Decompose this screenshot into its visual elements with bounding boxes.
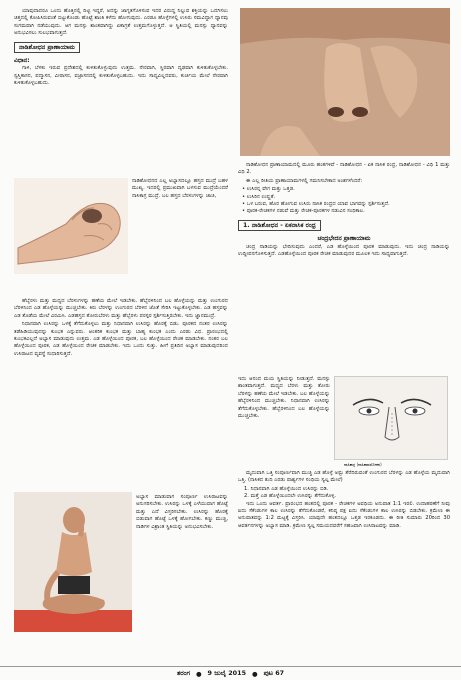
- left-intro-paragraph: ಯಾವುದಾದರೂ ಒಂದು ಹೊತ್ತಿನಲ್ಲಿ ದಿಟ್ಟಿ ಇದ್ದರೆ, ಅದನ್ನು ಜಾಗೃತಗೊಳಿಸುವ ಇದರ ವಿರುದ್ಧ ನಿಲ್ಲುವ ಶಕ್ತಿಯನ್ನು ಒದಗಿಸಲು ಚಿತ್ತದಲ್ಲಿ ಕೋಪಿಸಿರುವಂತೆ ಬಿಟ್ಟುಕೊಂಡು ಹೊಟ್ಟೆ ಶಾಂತಿ ಕಳೆದು ಹೋಗುವುದು. ಎರಡೂ ಹೊಳ್ಳೆಗಳಲ್ಲಿ ಉಸಿರು ಸಮವಿದ್ದಾಗ ಧ್ಯಾನವು ಸುಗಮವಾಗಿ ನಡೆಯುವುದು. ಆಗ ಮನಸ್ಸು ಶಾಂತವಾಗಿದ್ದು ಏಕಾಗ್ರತೆ ಉತ್ತಮಗೊಳ್ಳುತ್ತದೆ. ಆ ಸ್ಥಿತಿಯಲ್ಲಿ ಮನಸ್ಸು ಧ್ಯಾನವನ್ನು ಅನುಭವಿಸಲು ಸುಲಭವಾಗುತ್ತದೆ.: [14, 8, 228, 37]
- page-number: ಪುಟ 67: [263, 669, 285, 677]
- nose-closeup-photo: [240, 8, 450, 156]
- rules-list: [238, 186, 450, 216]
- right-intro-paragraph: ನಾಡಿಶೋಧನ ಪ್ರಾಣಾಯಾಮದಲ್ಲಿ ಮೂರು ಹಂತಗಳಿವೆ - ನಾಡಿಶೋಧನ - ಏಕ ನಾಸಿಕ ರಂಧ್ರ, ನಾಡಿಶೋಧನ - ವಿಧಿ 1 ಮತ್ತು ವಿಧಿ 2.: [238, 162, 450, 176]
- right-wrap-paragraph: ಇದು ಆನಂದ ಮಯ ಸ್ಥಿತಿಯನ್ನು ನೀಡುತ್ತದೆ. ಮನಸ್ಸು ಶಾಂತವಾಗುತ್ತದೆ. ಮಧ್ಯದ ಬೆರಳು ಮತ್ತು ತೋರು ಬೆರಳನ್ನು ಹಣೆಯ ಮೇಲೆ ಇಡಬೇಕು. ಬಲ ಹೊಳ್ಳೆಯನ್ನು ಹೆಬ್ಬೆರಳಿನಿಂದ ಮುಚ್ಚಬೇಕು. ನಿಧಾನವಾಗಿ ಉಸಿರನ್ನು ತೆಗೆದುಕೊಳ್ಳಬೇಕು. ಹೆಬ್ಬೆರಳಿನಿಂದ ಬಲ ಹೊಳ್ಳೆಯನ್ನು ಮುಚ್ಚಬೇಕು.: [238, 376, 330, 420]
- method-label: ವಿಧಾನ:: [14, 57, 30, 65]
- left-body-paragraph-2: ನಿಧಾನವಾಗಿ ಉಸಿರನ್ನು ಒಳಕ್ಕೆ ತೆಗೆದುಕೊಳ್ಳಲು ಮತ್ತು ನಿಧಾನವಾಗಿ ಉಸಿರನ್ನು ಹೊರಕ್ಕೆ ಬಿಡು. ಪೂರಕದ ನಂತರ ಉಸಿರನ್ನು ತಡೆಹಿಡಿಯುವುದನ್ನು ಕುಂಭಕ ಎನ್ನುವರು. ಆಂತರಿಕ ಕುಂಭಕ ಮತ್ತು ಬಾಹ್ಯ ಕುಂಭಕ ಎಂದು ಎರಡು ವಿಧ. ಪ್ರಾರಂಭದಲ್ಲಿ ಕುಂಭಕವಿಲ್ಲದೆ ಅಭ್ಯಾಸ ಮಾಡುವುದು ಉತ್ತಮ. ಎಡ ಹೊಳ್ಳೆಯಿಂದ ಪೂರಕ, ಬಲ ಹೊಳ್ಳೆಯಿಂದ ರೇಚಕ ಮಾಡಬೇಕು. ನಂತರ ಬಲ ಹೊಳ್ಳೆಯಿಂದ ಪೂರಕ, ಎಡ ಹೊಳ್ಳೆಯಿಂದ ರೇಚಕ ಮಾಡಬೇಕು. ಇದು ಒಂದು ಸುತ್ತು. ಹೀಗೆ ಪ್ರತಿದಿನ ಅಭ್ಯಾಸ ಮಾಡುವುದರಿಂದ ಉಸಿರಾಟದ ವ್ಯವಸ್ಥೆ ಸುಧಾರಿಸುತ್ತದೆ.: [14, 321, 228, 357]
- right-paragraph-2: ಮೃದುವಾಗಿ ಒತ್ತಿ ಸಂಪೂರ್ಣವಾಗಿ ಮುಚ್ಚಿ ಎಡ ಹೊಳ್ಳೆ ಅಷ್ಟು ತೆರೆದಿರುವಂತೆ ಉಂಗುರದ ಬೆರಳನ್ನು ಎಡ ಹೊಳ್ಳೆಯ ಮೃದುವಾಗಿ ಒತ್ತಿ. (ನಾಸಿಕದ ತುದಿ ಎರಡು ಪಾರ್ಶ್ವಗಳ ಸಂಧಿಯ ಸ್ವಲ್ಪ ಮೇಲೆ): [238, 470, 450, 484]
- illustration-caption: ನಾಸಿಕಾಗ್ರ (ನಾಸಿಕಾವಲೋಕನ): [344, 462, 382, 467]
- method-paragraph: ಗಾಳಿ, ಬೆಳಕು ಇರುವ ಪ್ರದೇಶದಲ್ಲಿ ಕುಳಿತುಕೊಳ್ಳುವುದು ಉತ್ತಮ. ನೇರವಾಗಿ, ಸ್ಥಿರವಾಗಿ ದೃಢವಾಗಿ ಕುಳಿತುಕೊಳ್ಳಬೇಕು. ಸ್ವಸ್ತಿಕಾಸನ, ಪದ್ಮಾಸನ, ವೀರಾಸನ, ವಜ್ರಾಸನದಲ್ಲಿ ಕುಳಿತುಕೊಳ್ಳಬಹುದು. ಇದು ಸಾಧ್ಯವಿಲ್ಲದವರು, ಕುರ್ಚಿಯ ಮೇಲೆ ನೇರವಾಗಿ ಕುಳಿತುಕೊಳ್ಳಬಹುದು.: [14, 65, 228, 87]
- issue-date: 9 ಜುಲೈ 2015: [207, 669, 247, 677]
- step-item: 1. ನಿಧಾನವಾಗಿ ಎಡ ಹೊಳ್ಳೆಯಿಂದ ಉಸಿರನ್ನು ಬಿಡಿ.: [244, 485, 329, 492]
- seated-pose-photo: [14, 492, 132, 632]
- hand-mudra-image: [14, 178, 128, 274]
- right-lower: [238, 470, 450, 660]
- magazine-name: ತರಂಗ: [176, 669, 190, 677]
- left-body: [14, 298, 228, 488]
- subsection-title-2: ಚಂದ್ರಭೇದನ ಪ್ರಾಣಾಯಾಮ: [317, 235, 371, 243]
- left-wrap-paragraph: ನಾಡಿಶೋಧನದ ಎಲ್ಲ ಅಭ್ಯಾಸದಲ್ಲೂ ಹಸ್ತದ ಮುದ್ರೆ ಬಹಳ ಮುಖ್ಯ. ಇದರಲ್ಲಿ ಪ್ರಮುಖವಾಗಿ ಬಳಸುವ ಮುದ್ರೆಯೆಂದರೆ ನಾಸಿಕಾಗ್ರ ಮುದ್ರೆ. ಬಲ ಹಸ್ತದ ಬೆರಳುಗಳನ್ನು ಚಾಚಿ,: [132, 178, 228, 199]
- right-column: [238, 162, 450, 259]
- right-paragraph-1: ಚಂದ್ರ ನಾಡಿಯನ್ನು ಭೇದಿಸುವುದು ಎಂದರೆ, ಎಡ ಹೊಳ್ಳೆಯಿಂದ ಪೂರಕ ಮಾಡುವುದು. ಇದು ಚಂದ್ರ ನಾಡಿಯನ್ನು ಉದ್ದೀಪನಗೊಳಿಸುತ್ತದೆ. ಎಡಹೊಳ್ಳೆಯಿಂದ ಪೂರಕ ರೇಚಕ ಮಾಡುವುದರ ಮೂಲಕ ಇದು ಸಾಧ್ಯವಾಗುತ್ತದೆ.: [238, 243, 450, 258]
- rules-intro: ಈ ಎಲ್ಲ ರೀತಿಯ ಪ್ರಾಣಾಯಾಮಗಳಲ್ಲಿ ಗಮನಿಸಬೇಕಾದ ಅಂಶಗಳೆಂದರೆ:: [246, 177, 363, 184]
- rule-item: • ಉಸಿರಿನ ಉಷ್ಣತೆ.: [242, 193, 276, 200]
- left-body-paragraph-1: ಹೆಬ್ಬೆರಳು ಮತ್ತು ಮಧ್ಯದ ಬೆರಳುಗಳನ್ನು ಹಣೆಯ ಮೇಲೆ ಇಡಬೇಕು. ಹೆಬ್ಬೆರಳಿನಿಂದ ಬಲ ಹೊಳ್ಳೆಯನ್ನು ಮತ್ತು ಉಂಗುರದ ಬೆರಳಿನಿಂದ ಎಡ ಹೊಳ್ಳೆಯನ್ನು ಮುಚ್ಚಬೇಕು. ಕಿರು ಬೆರಳನ್ನು ಉಂಗುರದ ಬೆರಳಿನ ಜೊತೆ ಸೇರಿಸಿ ಇಟ್ಟುಕೊಳ್ಳಬೇಕು. ಎಡ ಹಸ್ತವನ್ನು ಎಡ ತೊಡೆಯ ಮೇಲೆ ವಿರಮಿಸಿ. ಎಡಹಸ್ತದ ತೋರುಬೆರಳು ಮತ್ತು ಹೆಬ್ಬೆರಳು ಪರಸ್ಪರ ಸ್ಪರ್ಶಿಸುತ್ತಿರಬೇಕು. ಇದು ಜ್ಞಾನಮುದ್ರೆ.: [14, 298, 228, 319]
- footer-separator: ●: [252, 669, 258, 678]
- section-title: ನಾಡಿಶೋಧನ ಪ್ರಾಣಾಯಾಮ: [14, 42, 80, 53]
- nose-illustration: [334, 376, 448, 460]
- rule-item: • ಪೂರಕ-ರೇಚಕಗಳ ನಡುವೆ ಮತ್ತು ರೇಚಕ-ಪೂರಕಗಳ ನಡುವಿನ ಸಂಧಿಕಾಲ.: [242, 208, 365, 215]
- left-wrap-paragraph-2: ಅಭ್ಯಾಸ ಮಾಡುವಾಗ ಸಂಪೂರ್ಣ ಉಸಿರಾಟವನ್ನು ಅನುಸರಿಸಬೇಕು. ಉಸಿರನ್ನು ಒಳಕ್ಕೆ ಎಳೆಯುವಾಗ ಹೊಟ್ಟೆ ಮತ್ತು ಎದೆ ವಿಸ್ತರಿಸಬೇಕು. ಉಸಿರನ್ನು ಹೊರಕ್ಕೆ ಬಿಡುವಾಗ ಹೊಟ್ಟೆ ಒಳಕ್ಕೆ ಹೋಗಬೇಕು. ಕಣ್ಣು ಮುಚ್ಚಿ, ನಾಡಿಗಳ ವಿಶ್ರಾಂತ ಸ್ಥಿತಿಯನ್ನು ಅನುಭವಿಸಬೇಕು.: [136, 494, 228, 530]
- rule-item: • ಒಳ ಬರುವ, ಹೊರ ಹೋಗುವ ಉಸಿರು ನಾಸಿಕ ರಂಧ್ರದ ಯಾವ ಭಾಗವನ್ನು ಸ್ಪರ್ಶಿಸುತ್ತದೆ.: [242, 201, 390, 208]
- subsection-title: 1. ನಾಡಿಶೋಧನ - ಏಕನಾಸಿಕ ರಂಧ್ರ: [238, 220, 321, 231]
- right-paragraph-3: ಇದು ಒಂದು ಆವರ್ತ. ಪ್ರಾರಂಭದ ಹಂತದಲ್ಲಿ ಪೂರಕ - ರೇಚಕಗಳ ಅವಧಿಯ ಅನುಪಾತ 1:1 ಇರಲಿ. ಉದಾಹರಣೆಗೆ ನೀವು ಐದು ಸೆಕೆಂಡುಗಳ ಕಾಲ ಉಸಿರನ್ನು ತೆಗೆದುಕೊಂಡರೆ, ಕನಿಷ್ಠ ಪಕ್ಷ ಐದು ಸೆಕೆಂಡುಗಳ ಕಾಲ ಉಸಿರನ್ನು ಬಿಡಬೇಕು. ಕ್ರಮೇಣ ಈ ಅನುಪಾತವನ್ನು 1:2 ಮಟ್ಟಕ್ಕೆ ವಿಸ್ತರಿಸಿ. ಯಾವುದೇ ಹಂತದಲ್ಲೂ ಒತ್ತಡ ಇರಕೂಡದು. ಈ ರೀತಿ ಸುಮಾರು 20ರಿಂದ 30 ಆವರ್ತನಗಳನ್ನು ಅಭ್ಯಾಸ ಮಾಡಿ. ಕ್ರಮೇಣ ಸ್ವಲ್ಪ ಸಮಯದವರೆಗೆ ಸಹಜವಾಗಿ ಉಸಿರಾಟವನ್ನು ಮಾಡಿ.: [238, 500, 450, 529]
- rule-item: • ಉಸಿರನ್ನ ವೇಗ ಮತ್ತು ಒತ್ತಡ.: [242, 186, 295, 193]
- left-column: [14, 8, 228, 110]
- footer-separator: ●: [195, 669, 202, 678]
- page-footer: [0, 666, 461, 680]
- step-item: 2. ಮತ್ತೆ ಎಡ ಹೊಳ್ಳೆಯಿಂದಲೇ ಉಸಿರನ್ನು ತೆಗೆದುಕೊಳ್ಳಿ.: [244, 493, 337, 500]
